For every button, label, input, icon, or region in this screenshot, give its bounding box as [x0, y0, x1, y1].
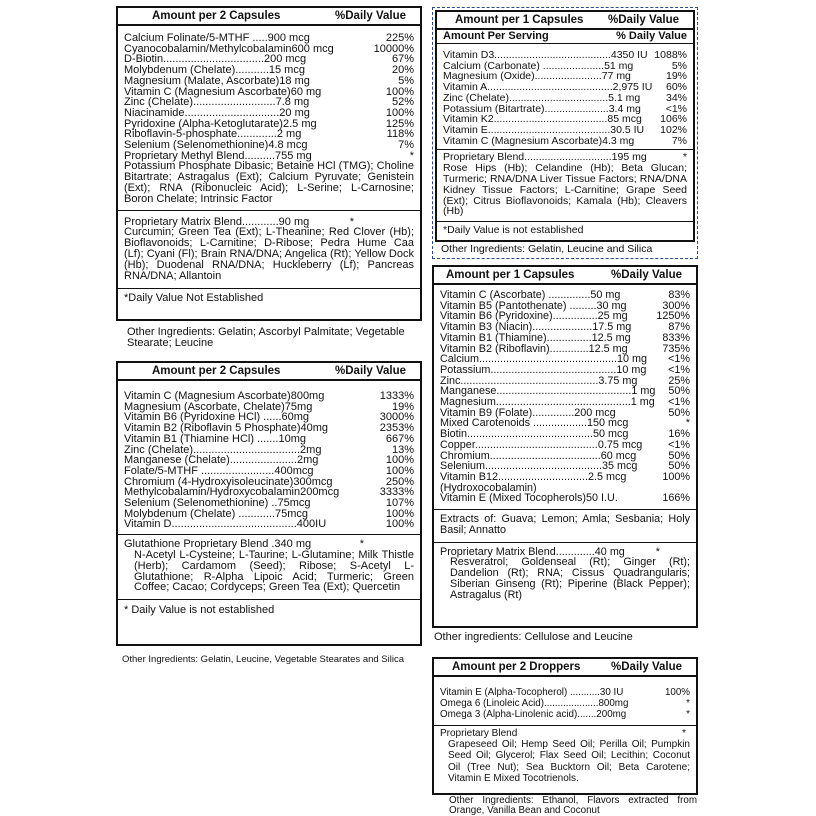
daily-value: 1088% — [654, 49, 687, 61]
matrix-blend — [118, 211, 420, 284]
nutrient-name: Vitamin B1 (Thiamine HCl) ....... — [124, 432, 279, 445]
daily-value: 20% — [391, 64, 414, 77]
nutrient-amount: 30.5 IU — [610, 123, 645, 136]
nutrient-amount: 3.75 mg — [598, 374, 638, 387]
daily-value: 100% — [385, 518, 414, 531]
nutrient-name: Vitamin B12.............................. — [440, 470, 589, 483]
panel-header — [118, 363, 420, 381]
nutrient-amount: 2.5 mcg — [588, 470, 627, 483]
daily-value: 735% — [662, 342, 690, 355]
nutrient-name: Vitamin E (Mixed Tocopherols) — [440, 492, 587, 505]
daily-value-header: %Daily Value — [335, 10, 406, 22]
nutrient-name: Vitamin D3........................................ — [443, 49, 611, 61]
daily-value: 16% — [668, 428, 690, 441]
nutrient-name: Magnesium............................................. — [440, 396, 631, 409]
nutrient-name: Vitamin E (Alpha-Tocopherol) ........... — [440, 687, 600, 698]
daily-value: * — [409, 149, 414, 162]
nutrient-amount: 400mcg — [274, 464, 314, 477]
nutrient-name: Calcium (Carbonate) ..................... — [443, 59, 605, 72]
nutrient-name: Vitamin C (Magnesium Ascorbate) — [443, 134, 603, 147]
methyl-blend-ingredients: Potassium Phosphate Dibasic; Betaine HCl (TMG); Choline Bitartrate; Astragalus (Ext); Calcium Pyruvate; Genistein (Ext); RNA (Ribonucleic Acid); L-Serine; L-Carnosine; Boron Chelate; Intrinsic Factor — [124, 160, 414, 205]
daily-value: <1% — [668, 363, 690, 376]
nutrient-amount: 12.5 mg — [588, 342, 628, 355]
nutrient-name: Manganese (Chelate)...................... — [124, 454, 298, 467]
daily-value: 83% — [668, 289, 690, 301]
daily-value-header: %Daily Value — [608, 14, 679, 26]
matrix-blend — [434, 543, 696, 603]
nutrient-row — [440, 709, 690, 720]
daily-value: 60% — [665, 81, 687, 94]
extracts: Extracts of: Guava; Lemon; Amla; Sesbania; Holy Basil; Annatto — [440, 513, 690, 536]
nutrient-amount: 75mcg — [277, 497, 311, 510]
daily-value: 106% — [660, 113, 687, 126]
amount-header: Amount per 2 Droppers — [452, 661, 581, 673]
daily-value: 102% — [660, 123, 687, 136]
daily-value: 67% — [391, 53, 414, 66]
amount-header: Amount per 2 Capsules — [152, 10, 281, 22]
nutrient-amount: 900 mcg — [267, 32, 310, 44]
daily-value: 107% — [385, 497, 414, 510]
nutrient-amount: 755 mg — [275, 149, 312, 162]
blend-star: * — [682, 728, 686, 739]
blend-title: Proprietary Blend — [440, 728, 518, 739]
nutrient-name: Vitamin B6 (Pyridoxine HCl) ...... — [124, 411, 282, 424]
nutrient-row — [440, 493, 690, 504]
nutrient-amount: 4.8 mcg — [268, 139, 308, 152]
nutrient-name: Vitamin B2 (Riboflavin 5 Phosphate) — [124, 422, 301, 435]
nutrient-list — [434, 285, 696, 504]
panel-header — [118, 8, 420, 26]
nutrient-amount: 35 mcg — [602, 460, 638, 473]
nutrient-name: Magnesium (Ascorbate, Chelate) — [124, 400, 285, 413]
daily-value: 50% — [668, 449, 690, 462]
nutrient-name: Cyanocobalamin/Methylcobalamin — [124, 42, 292, 55]
nutrient-row — [440, 333, 690, 344]
amount-header: Amount per 2 Capsules — [152, 365, 281, 377]
nutrient-name: Omega 6 (Linoleic Acid).................... — [440, 698, 599, 709]
nutrient-list — [437, 44, 693, 146]
blend-star: * — [359, 538, 364, 551]
daily-value-header: %Daily Value — [335, 365, 406, 377]
nutrient-amount: 200 mcg — [263, 53, 307, 66]
daily-value: 19% — [391, 400, 414, 413]
nutrient-amount: 400IU — [296, 518, 327, 531]
nutrient-amount: 50 I.U. — [586, 492, 618, 505]
daily-value: 5% — [671, 59, 687, 72]
supplement-facts-panel-5 — [432, 657, 698, 795]
nutrient-amount: 60 mcg — [600, 449, 637, 462]
nutrient-name: Vitamin B1 (Thiamine)............... — [440, 331, 592, 344]
daily-value: 7% — [398, 139, 414, 152]
nutrient-amount: 51 mg — [604, 59, 634, 72]
nutrient-name: Vitamin E.......................................... — [443, 123, 611, 136]
nutrient-name: Zinc (Chelate)................................... — [124, 443, 301, 456]
daily-value: 300% — [662, 299, 690, 312]
daily-value: 1250% — [656, 310, 690, 323]
panel-header — [437, 12, 693, 30]
other-ingredients-2: Other Ingredients: Gelatin, Leucine and Silica — [441, 243, 653, 255]
amount-header: Amount per 1 Capsules — [446, 269, 575, 281]
nutrient-name: Proprietary Methyl Blend.......... — [124, 149, 276, 162]
nutrient-row — [443, 93, 687, 104]
nutrient-amount: 18 mg — [279, 74, 310, 87]
nutrient-name: Calcium.............................................. — [440, 353, 617, 366]
nutrient-list — [434, 677, 696, 720]
nutrient-list — [118, 381, 420, 530]
nutrient-amount: 60mg — [281, 411, 310, 424]
nutrient-name: Molybdenum (Chelate) ............ — [124, 507, 276, 520]
nutrient-name: Vitamin B9 (Folate).............. — [440, 406, 575, 419]
nutrient-amount: 2mg — [300, 443, 322, 456]
other-ingredients-4: Other ingredients: Cellulose and Leucine — [434, 631, 633, 643]
nutrient-amount: 12.5 mg — [591, 331, 631, 344]
nutrient-amount: 0.75 mcg — [597, 438, 643, 451]
nutrient-amount: 15 mcg — [268, 64, 305, 77]
daily-value: <1% — [665, 102, 687, 115]
nutrient-name: Zinc (Chelate).................................. — [443, 91, 609, 104]
blend-ingredients: N-Acetyl L-Cysteine; L-Taurine; L-Glutamine; Milk Thistle (Herb); Cardamom (Seed); Ribose; S-Acetyl L-Glutathione; R-Alpha Lipoic Acid; Turmeric; Green Coffee; Cacao; Cordyceps; Green Tea (Ext); Quercetin — [134, 548, 414, 594]
nutrient-amount: 10mg — [278, 432, 306, 445]
nutrient-name: Vitamin B2 (Riboflavin)............. — [440, 342, 589, 355]
nutrient-name: Niacinamide............................... — [124, 106, 280, 119]
nutrient-amount: 800mg — [598, 698, 629, 709]
nutrient-name: Pyridoxine (Alpha-Ketoglutarate) — [124, 117, 283, 130]
nutrient-name: Vitamin C (Magnesium Ascorbate) — [124, 390, 291, 402]
blend-title: Proprietary Matrix Blend.............40 mg — [440, 545, 625, 558]
nutrient-name: Vitamin K2....................................... — [443, 113, 608, 126]
nutrient-amount: 75mg — [284, 400, 313, 413]
other-ingredients-5: Other Ingredients: Ethanol, Flavors extracted from Orange, Vanilla Bean and Coconut — [449, 795, 697, 816]
nutrient-name: Omega 3 (Alpha-Linolenic acid)....... — [440, 709, 597, 720]
nutrient-name: Vitamin A........................................... — [443, 81, 613, 94]
nutrient-name: Mixed Carotenoids .................. — [440, 417, 588, 430]
supplement-facts-panel-2 — [432, 7, 698, 259]
daily-value: 5% — [398, 74, 414, 87]
daily-value: * — [685, 417, 690, 430]
nutrient-name: Riboflavin-5-phosphate............. — [124, 128, 277, 141]
daily-value: 100% — [664, 687, 690, 698]
nutrient-row — [124, 76, 414, 87]
matrix-blend-ingredients: Curcumin; Green Tea (Ext); L-Theanine; Red Clover (Hb); Bioflavonoids; L-Carnitine; D-Ribose; Pedra Hume Caa (Lf); Cyani (Fl); Brain RNA/DNA; Angelica (Rt); Yellow Dock (Hb); Duodenal RNA/DNA; Huckleberry (Lf); Pancreas RNA/DNA; Allantoin — [124, 226, 414, 282]
nutrient-amount: 3.4 mg — [608, 102, 641, 115]
daily-value: 225% — [385, 32, 414, 44]
nutrient-amount: 300mcg — [293, 475, 333, 488]
daily-value: 3333% — [379, 486, 414, 499]
nutrient-amount: 150 mcg — [587, 417, 629, 430]
nutrient-name: Potassium.......................................... — [440, 363, 617, 376]
daily-value: 3000% — [379, 411, 414, 424]
daily-value: 25% — [668, 374, 690, 387]
nutrient-amount: 50 mcg — [593, 428, 629, 441]
daily-value: 250% — [385, 475, 414, 488]
nutrient-amount: 200mcg — [300, 486, 340, 499]
nutrient-name: Chromium..................................... — [440, 449, 601, 462]
daily-value: * — [686, 709, 690, 720]
other-ingredients-1: Other Ingredients: Gelatin; Ascorbyl Palmitate; Vegetable Stearate; Leucine — [127, 326, 405, 349]
nutrient-name: Biotin.......................................... — [440, 428, 593, 441]
daily-value: 50% — [668, 460, 690, 473]
footnote: * Daily Value is not established — [124, 604, 275, 617]
nutrient-amount: 10 mg — [616, 353, 647, 366]
daily-value-header: %Daily Value — [611, 269, 682, 281]
nutrient-name: Magnesium (Malate, Ascorbate) — [124, 74, 280, 87]
nutrient-name: Vitamin B5 (Pantothenate) ......... — [440, 299, 597, 312]
nutrient-name: Magnesium (Oxide)....................... — [443, 70, 602, 83]
nutrient-name: Vitamin B6 (Pyridoxine)............... — [440, 310, 598, 323]
nutrient-row — [440, 440, 690, 451]
daily-value: 667% — [385, 432, 414, 445]
daily-value: 833% — [662, 331, 690, 344]
nutrient-amount: 75mcg — [275, 507, 309, 520]
nutrient-name: Zinc (Chelate)........................... — [124, 96, 276, 109]
supplement-facts-panel-3 — [116, 361, 422, 646]
nutrient-amount: 50 mg — [590, 289, 621, 301]
blend-title: Glutathione Proprietary Blend .340 mg — [124, 538, 312, 551]
nutrient-name: Potassium (Bitartrate)...................... — [443, 102, 609, 115]
daily-value: 34% — [665, 91, 687, 104]
nutrient-amount: 2,975 IU — [612, 81, 653, 94]
nutrient-name: Chromium (4-Hydroxyisoleucinate) — [124, 475, 294, 488]
daily-value: 19% — [665, 70, 687, 83]
daily-value: * — [686, 698, 690, 709]
amount-per-serving-label: Amount Per Serving — [443, 30, 549, 42]
nutrient-name: Selenium....................................... — [440, 460, 603, 473]
matrix-blend-star: * — [349, 215, 354, 228]
daily-value: 100% — [385, 454, 414, 467]
nutrient-row — [440, 687, 690, 698]
nutrient-amount: 85 mcg — [607, 113, 642, 126]
nutrient-row — [124, 434, 414, 445]
nutrient-amount: 200 mcg — [574, 406, 616, 419]
nutrient-amount: 7.8 mg — [275, 96, 310, 109]
nutrient-amount: 600 mcg — [291, 42, 334, 55]
daily-value: 100% — [385, 106, 414, 119]
daily-value: 166% — [662, 492, 690, 505]
proprietary-blend — [434, 726, 696, 786]
nutrient-amount: 17.5 mg — [592, 321, 632, 334]
nutrient-name: D-Biotin................................. — [124, 53, 264, 66]
daily-value: <1% — [668, 353, 690, 366]
panel-header — [434, 267, 696, 285]
blend-ingredients: Resveratrol; Goldenseal (Rt); Ginger (Rt); Dandelion (Rt); RNA; Cissus Quadrangularis; Siberian Ginseng (Rt); Piperine (Black Pepper); Astragalus (Rt) — [450, 556, 690, 601]
nutrient-name: Selenium (Selenomethionine) .. — [124, 497, 278, 510]
nutrient-name: Vitamin D......................................... — [124, 518, 297, 531]
daily-value: 7% — [671, 134, 687, 147]
blend-title: Proprietary Blend..............................195 mg — [443, 151, 647, 164]
supplement-facts-panel-4 — [432, 265, 698, 628]
nutrient-amount: 800mg — [290, 390, 325, 402]
nutrient-amount: 30 IU — [599, 687, 624, 698]
footnote: *Daily Value Not Established — [124, 292, 264, 305]
daily-value: <1% — [668, 438, 690, 451]
nutrient-amount: 1 mg — [631, 385, 656, 398]
nutrient-name: Folate/5-MTHF ........................ — [124, 464, 275, 477]
nutrient-amount: 1 mg — [630, 396, 655, 409]
nutrient-amount: 60 mg — [290, 85, 322, 98]
daily-value: 100% — [385, 464, 414, 477]
nutrient-amount: 5.1 mg — [608, 91, 641, 104]
amount-header: Amount per 1 Capsules — [455, 14, 584, 26]
daily-value: 87% — [668, 321, 690, 334]
daily-value-header: %Daily Value — [611, 661, 682, 673]
nutrient-name: Vitamin C (Magnesium Ascorbate) — [124, 85, 291, 98]
proprietary-blend — [437, 150, 693, 219]
nutrient-name: Zinc.............................................. — [440, 374, 599, 387]
nutrient-name: Molybdenum (Chelate)........... — [124, 64, 269, 77]
nutrient-amount: 4350 IU — [610, 49, 648, 61]
nutrient-name: (Hydroxocobalamin) — [440, 481, 537, 494]
supplement-facts-panel-1 — [116, 6, 422, 321]
nutrient-name: Vitamin C (Ascorbate) .............. — [440, 289, 591, 301]
blend-star: * — [682, 151, 687, 164]
daily-value: 52% — [391, 96, 414, 109]
footnote: *Daily Value is not established — [443, 224, 584, 237]
nutrient-list — [118, 26, 420, 161]
nutrient-amount: 4.3 mg — [602, 134, 635, 147]
nutrient-amount: 20 mg — [279, 106, 310, 119]
daily-value: 118% — [386, 128, 414, 141]
nutrient-name: Copper......................................... — [440, 438, 598, 451]
serving-subheader — [437, 30, 693, 44]
nutrient-name: Vitamin B3 (Niacin).................... — [440, 321, 593, 334]
nutrient-amount: 200mg — [596, 709, 627, 720]
nutrient-amount: 30 mg — [596, 299, 627, 312]
nutrient-amount: 2 mg — [276, 128, 302, 141]
nutrient-row — [124, 519, 414, 530]
nutrient-name: Methylcobalamin/Hydroxycobalamin — [124, 486, 301, 499]
daily-value: 50% — [668, 385, 690, 398]
nutrient-amount: 2.5 mg — [282, 117, 317, 130]
nutrient-name: Manganese............................................. — [440, 385, 632, 398]
nutrient-amount: 10 mg — [616, 363, 647, 376]
daily-value: 13% — [391, 443, 414, 456]
daily-value: 100% — [385, 507, 414, 520]
nutrient-amount: 2mg — [297, 454, 319, 467]
glutathione-blend — [118, 535, 420, 595]
nutrient-amount: 77 mg — [601, 70, 631, 83]
matrix-blend-title: Proprietary Matrix Blend............90 mg — [124, 215, 310, 228]
daily-value: 100% — [385, 85, 414, 98]
daily-value-label: % Daily Value — [616, 30, 687, 42]
nutrient-row — [440, 698, 690, 709]
nutrient-name: Selenium (Selenomethionine) — [124, 139, 269, 152]
daily-value: 125% — [385, 117, 414, 130]
other-ingredients-3: Other Ingredients: Gelatin, Leucine, Vegetable Stearates and Silica — [122, 654, 405, 665]
daily-value: 50% — [668, 406, 690, 419]
blend-ingredients: Rose Hips (Hb); Celandine (Hb); Beta Glucan; Turmeric; RNA/DNA Liver Tissue Factors; RNA/DNA Kidney Tissue Factors; L-Carnitine; Grape Seed (Ext); Citrus Bioflavonoids; Kamala (Hb); Cleavers (Hb) — [443, 162, 687, 218]
daily-value: <1% — [668, 396, 690, 409]
daily-value: 2353% — [379, 422, 414, 435]
nutrient-name: Calcium Folinate/5-MTHF ..... — [124, 32, 268, 44]
blend-star: * — [655, 545, 660, 558]
nutrient-amount: 25 mg — [597, 310, 628, 323]
nutrient-row — [443, 136, 687, 147]
daily-value: 10000% — [373, 42, 414, 55]
daily-value: 1333% — [379, 390, 414, 402]
blend-ingredients: Grapeseed Oil; Hemp Seed Oil; Perilla Oil; Pumpkin Seed Oil; Glycerol; Flax Seed Oil; Lecithin; Coconut Oil (Tree Nut); Sea Bucktorn Oil; Beta Carotene; Vitamin E Mixed Tocotrienols. — [448, 739, 690, 784]
nutrient-amount: 40mg — [300, 422, 329, 435]
daily-value: 100% — [662, 470, 690, 483]
panel-header — [434, 659, 696, 677]
